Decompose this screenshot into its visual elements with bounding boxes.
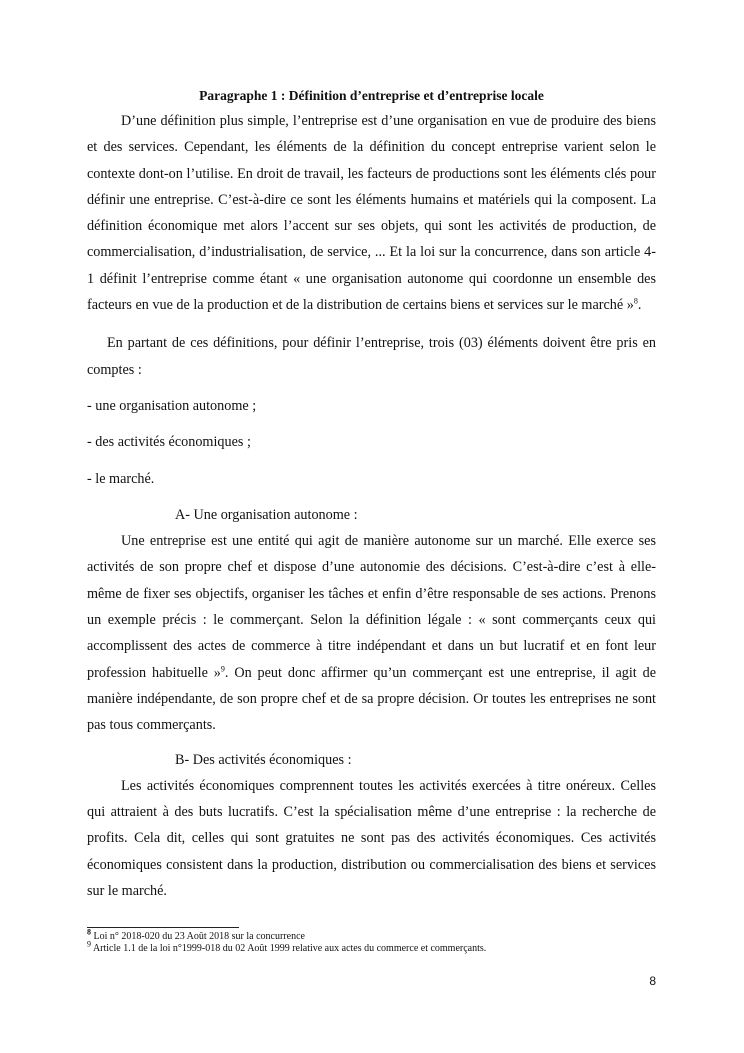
intro-text: D’une définition plus simple, l’entreprise est d’une organisation en vue de produire des biens et des services. Cependant, les éléments de la définition du concept entreprise varient selon le contexte dont-on l’utilise. En droit de travail, les facteurs de productions sont les éléments clés pour définir une entreprise. C’est-à-dire ce sont les éléments humains et matériels qui la composent. La définition économique met alors l’accent sur ses objets, qui sont les activités de production, de commercialisation, d’industrialisation, de service, ... Et la loi sur la concurrence, dans son article 4-1 définit l’entreprise comme étant « une organisation autonome qui coordonne un ensemble des facteurs en vue de la production et de la distribution de certains biens et services sur le marché » <box>87 113 656 314</box>
footnote-text: Loi n° 2018-020 du 23 Août 2018 sur la concurrence <box>93 931 305 942</box>
intro-period: . <box>637 297 642 314</box>
footnote-8 <box>87 927 656 943</box>
footnotes <box>87 927 656 955</box>
footnote-separator <box>87 927 239 928</box>
section-title: Paragraphe 1 : Définition d’entreprise et d’entreprise locale <box>199 88 544 103</box>
subsection-b-paragraph: Les activités économiques comprennent toutes les activités exercées à titre onéreux. Celles qui attraient à des buts lucratifs. C’est la spécialisation même d’une entreprise : la recherche de profits. Cela dit, celles qui sont gratuites ne sont pas des activités économiques. Ces activités économiques consistent dans la production, distribution ou commercialisation des biens et services sur le marché. <box>87 777 656 900</box>
subsection-b-heading: B- Des activités économiques : <box>175 751 352 768</box>
footnote-number: 8 <box>87 927 91 937</box>
intro-paragraph <box>87 108 656 318</box>
list-item: - des activités économiques ; <box>87 434 251 451</box>
list-item: - une organisation autonome ; <box>87 397 257 414</box>
subsection-a-text: Une entreprise est une entité qui agit de manière autonome sur un marché. Elle exerce ses activités de son propre chef et dispose d’une autonomie des décisions. C’est-à-dire c’est à elle-même de fixer ses objectifs, organiser les tâches et enfin d’être responsable de ses actions. Prenons un exemple précis : le commerçant. Selon la définition légale : « sont commerçants ceux qui accomplissent des actes de commerce à titre indépendant et dans un but lucratif et en font leur profession habituelle » <box>87 533 656 681</box>
list-item: - le marché. <box>87 470 155 487</box>
footnote-text: Article 1.1 de la loi n°1999-018 du 02 Août 1999 relative aux actes du commerce et commerçants. <box>92 943 487 954</box>
page-number: 8 <box>649 974 656 988</box>
subsection-a-paragraph <box>87 528 656 738</box>
footnote-ref-9[interactable]: 9 <box>220 663 225 673</box>
footnote-ref-8[interactable]: 8 <box>633 296 638 306</box>
footnote-number: 9 <box>87 939 91 949</box>
elements-paragraph: En partant de ces définitions, pour définir l’entreprise, trois (03) éléments doivent être pris en comptes : <box>87 335 656 378</box>
footnote-9 <box>87 939 656 955</box>
subsection-a-heading: A- Une organisation autonome : <box>175 506 358 523</box>
document-page <box>87 86 656 904</box>
subsection-a-text-cont: . On peut donc affirmer qu’un commerçant est une entreprise, il agit de manière indépendante, de son propre chef et de sa propre décision. Or toutes les entreprises ne sont pas tous commerçants. <box>87 664 657 734</box>
